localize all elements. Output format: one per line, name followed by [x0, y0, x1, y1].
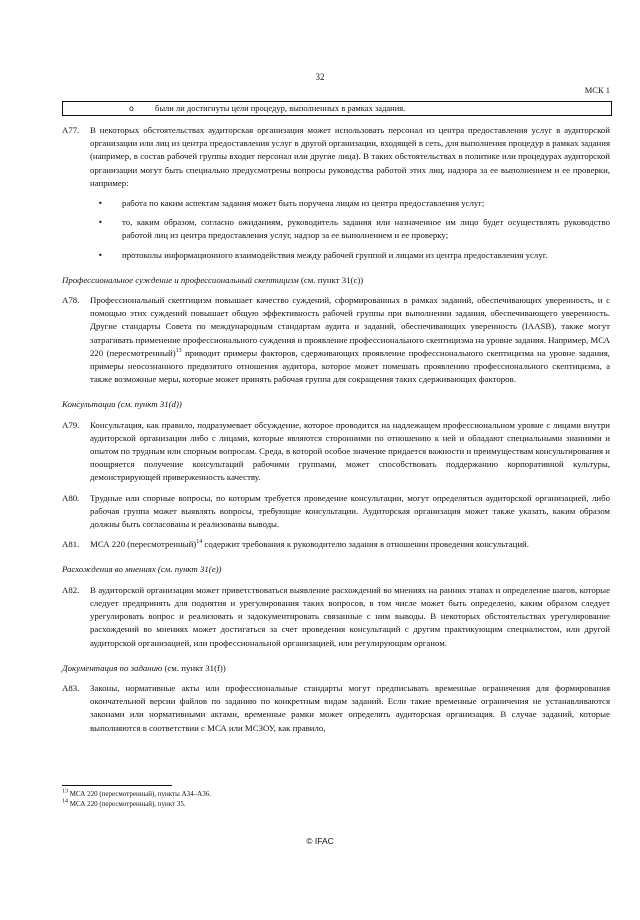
paragraph-a77 [62, 124, 610, 190]
paragraph-text: МСА 220 (пересмотренный) [90, 539, 197, 550]
paragraph-text-cont: содержит требования к руководителю задания в отношении проведения консультаций. [202, 539, 529, 550]
footnote [62, 790, 211, 798]
bullet-item [62, 249, 610, 262]
page-number: 32 [315, 72, 325, 82]
paragraph-number: A77. [62, 125, 80, 135]
paragraph-text: В аудиторской организации может приветствоваться выявление расхождений во мнениях на ранних этапах и определение шагов, которые следует предпринять для поднятия и урегулирования таких вопросов, в том числе может быть определено, каким образом следует урегулировать вопрос и реализовать и задокументировать связанные с ним выводы. В некоторых обстоятельствах урегулирование расхождений во мнениях может достигаться за счет проведения консультаций с другим практикующим специалистом, или другой аудиторской организацией, или профессиональной организацией, или регулирующим органом. [90, 584, 610, 648]
bullet-icon: • [98, 199, 103, 209]
page-footer: © IFAC [306, 836, 334, 846]
footnote-number: 13 [62, 788, 68, 795]
paragraph-text-cont: приводит примеры факторов, сдерживающих проявление профессионального скептицизма на уровне задания, примеры неосознанного предвзятого отношения аудитора, которое может помешать проявлению профессионального скептицизма, а также возможные меры, которые может принять рабочая группа для сокращения таких сдерживающих факторов. [90, 347, 610, 385]
bullet-text: протоколы информационного взаимодействия между рабочей группой и лицами из центра предоставления услуг. [122, 249, 548, 260]
paragraph-number: A78. [62, 295, 80, 306]
section-heading-text: Документация по заданию [62, 662, 163, 673]
paragraph-text: В некоторых обстоятельствах аудиторская организация может использовать персонал из центра предоставления услуг в аудиторской организации или лиц из центра предоставления услуг в другой организации, входящей в сеть, для выполнения процедур в рамках задания (например, в состав рабочей группы входит персонал или другие лица). В таких обстоятельствах в политике или процедурах аудиторской организации могут быть специально предусмотрены вопросы руководства работой этих лиц, надзора за ее выполнением и ее проверки, например: [90, 125, 610, 188]
paragraph-number: A80. [62, 492, 80, 503]
paragraph-text: Законы, нормативные акты или профессиональные стандарты могут предписывать временные ограничения для формирования окончательной версии файлов по заданию по конкретным видам заданий. Если такие временные ограничения не устанавливаются законами или нормативными актами, временные рамки может определять аудиторская организация. В случае заданий, которые выполняются в соответствии с МСА или МСЗОУ, как правило, [90, 682, 610, 733]
bullet-item [62, 216, 610, 242]
circle-bullet-icon: o [129, 104, 134, 113]
section-heading-ref: (см. пункт 31(с)) [298, 274, 364, 285]
section-heading-consultations [62, 398, 610, 411]
section-heading-text: Расхождения во мнениях (см. пункт 31(e)) [62, 564, 222, 575]
bullet-icon: • [98, 218, 103, 228]
section-heading-professional-judgment [62, 274, 610, 287]
continued-list-item-box [62, 101, 612, 116]
section-heading-text: Профессиональное суждение и профессиональный скептицизм [62, 274, 299, 285]
continued-list-item-text: были ли достигнуты цели процедур, выполненных в рамках задания. [155, 103, 406, 113]
paragraph-a78 [62, 294, 610, 386]
bullet-item [62, 197, 610, 210]
footnote-number: 14 [62, 798, 68, 805]
footnote [62, 800, 186, 808]
paragraph-number: A81. [62, 539, 80, 550]
footnote-ref: 14 [196, 539, 203, 546]
paragraph-a83 [62, 682, 610, 735]
paragraph-text: Профессиональный скептицизм повышает качество суждений, сформированных в рамках заданий, обеспечивающих уверенность, и с помощью этих суждений повышает общую эффективность рабочей группы при выполнении задания, обеспечивающего уверенность. Другие стандарты Совета по международным стандартам аудита и заданий, обеспечивающих уверенность (IAASB), также могут затрагивать применение профессионального суждения и проявление профессионального скептицизма на уровне задания. Например, МСА 220 (пересмотренный) [90, 295, 611, 358]
footnote-divider [62, 785, 172, 786]
paragraph-a81 [62, 538, 610, 551]
document-body [62, 124, 610, 742]
header-code: МСК 1 [584, 85, 610, 95]
paragraph-a79 [62, 419, 610, 485]
bullet-text: работа по каким аспектам задания может быть поручена лицам из центра предоставления услуг; [122, 198, 485, 209]
footnote-text: МСА 220 (пересмотренный), пункты A34–A36. [68, 790, 211, 798]
section-heading-engagement-documentation [62, 662, 610, 675]
paragraph-text: Консультация, как правило, подразумевает обсуждение, которое проводится на надлежащем профессиональном уровне с лицами внутри аудиторской организации либо с лицами, которые являются сторонними по отношению к ней и обладают специальными знаниями и опытом по трудным или спорным вопросам. Среда, в которой особое значение придается важности и преимуществам консультирования и поощряется получение консультаций рабочими группами, может способствовать поддержанию корпоративной культуры, демонстрирующей приверженность качеству. [90, 419, 610, 483]
paragraph-number: A79. [62, 419, 80, 430]
footnote-ref: 13 [175, 347, 182, 354]
footnote-text: МСА 220 (пересмотренный), пункт 35. [68, 800, 186, 808]
paragraph-a82 [62, 584, 610, 650]
paragraph-number: A83. [62, 682, 80, 693]
bullet-text: то, каким образом, согласно ожиданиям, руководитель задания или назначенное им лицо будет осуществлять руководство работой лиц из центра предоставления услуг, надзор за ее выполнением и ее проверку; [122, 217, 610, 241]
section-heading-differences-of-opinion [62, 563, 610, 576]
paragraph-text: Трудные или спорные вопросы, по которым требуется проведение консультации, могут определяться аудиторской организацией, либо рабочая группа может выявлять вопросы, требующие консультации. Аудиторская организация может также указать, каким образом должны быть согласованы и реализованы выводы. [90, 492, 610, 530]
section-heading-text: Консультации (см. пункт 31(d)) [62, 399, 182, 410]
bullet-icon: • [98, 250, 103, 260]
paragraph-a80 [62, 492, 610, 532]
paragraph-number: A82. [62, 584, 80, 595]
section-heading-ref: (см. пункт 31(f)) [162, 662, 226, 673]
